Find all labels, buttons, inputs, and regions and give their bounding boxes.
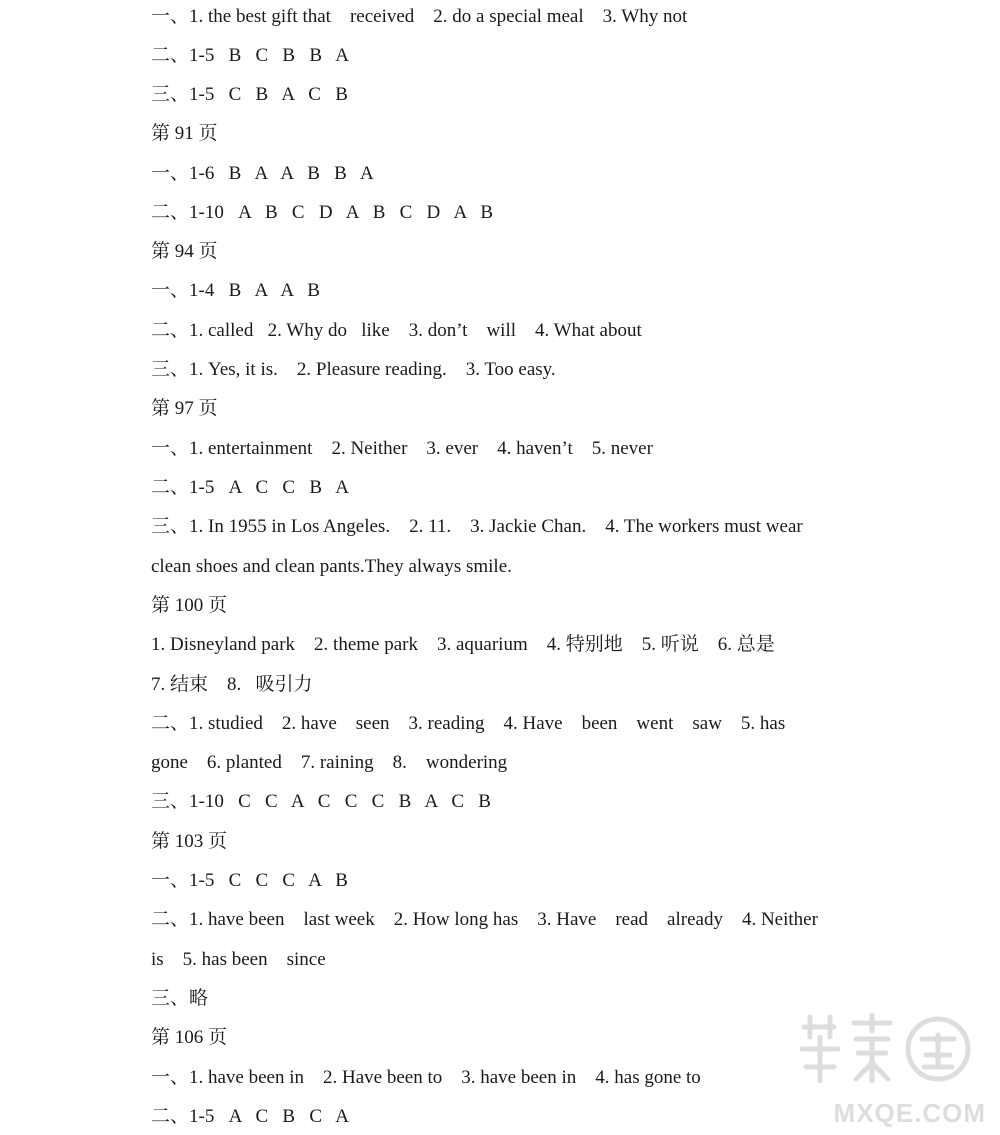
answer-line: 三、1. Yes, it is. 2. Pleasure reading. 3. Too easy. — [151, 359, 556, 380]
page-heading: 第 103 页 — [151, 831, 228, 852]
answer-line: 二、1-10 A B C D A B C D A B — [151, 202, 494, 223]
answer-line: 一、1. entertainment 2. Neither 3. ever 4. haven’t 5. never — [151, 438, 653, 459]
answer-line: 1. Disneyland park 2. theme park 3. aquarium 4. 特别地 5. 听说 6. 总是 — [151, 634, 775, 655]
answer-line: 二、1. have been last week 2. How long has 3. Have read already 4. Neither — [151, 909, 818, 930]
watermark-logo-icon — [796, 1009, 976, 1089]
answer-line: 二、1-5 A C C B A — [151, 477, 349, 498]
answer-line: 一、1. have been in 2. Have been to 3. have been in 4. has gone to — [151, 1067, 701, 1088]
answer-line: is 5. has been since — [151, 949, 326, 970]
answer-line: 一、1-6 B A A B B A — [151, 163, 374, 184]
watermark — [796, 1009, 986, 1129]
answer-line: gone 6. planted 7. raining 8. wondering — [151, 752, 508, 773]
page-heading: 第 91 页 — [151, 123, 218, 144]
answer-line: 7. 结束 8. 吸引力 — [151, 674, 313, 695]
answer-line: clean shoes and clean pants.They always smile. — [151, 556, 512, 577]
answer-line: 一、1-5 C C C A B — [151, 870, 348, 891]
answer-line: 二、1-5 B C B B A — [151, 45, 349, 66]
page-heading: 第 100 页 — [151, 595, 228, 616]
answer-line: 三、1-10 C C A C C C B A C B — [151, 791, 491, 812]
answer-line: 三、1-5 C B A C B — [151, 84, 348, 105]
answer-line: 二、1-5 A C B C A — [151, 1106, 349, 1127]
answer-line: 二、1. called 2. Why do like 3. don’t will 4. What about — [151, 320, 642, 341]
page-heading: 第 97 页 — [151, 398, 218, 419]
page-heading: 第 106 页 — [151, 1027, 228, 1048]
answer-line: 一、1. the best gift that received 2. do a special meal 3. Why not — [151, 6, 688, 27]
answer-line: 三、略 — [151, 988, 209, 1009]
answer-line: 三、1. In 1955 in Los Angeles. 2. 11. 3. Jackie Chan. 4. The workers must wear — [151, 516, 803, 537]
answer-line: 二、1. studied 2. have seen 3. reading 4. Have been went saw 5. has — [151, 713, 786, 734]
answer-line: 一、1-4 B A A B — [151, 280, 320, 301]
page-heading: 第 94 页 — [151, 241, 218, 262]
watermark-site-text: MXQE.COM — [833, 1098, 986, 1128]
